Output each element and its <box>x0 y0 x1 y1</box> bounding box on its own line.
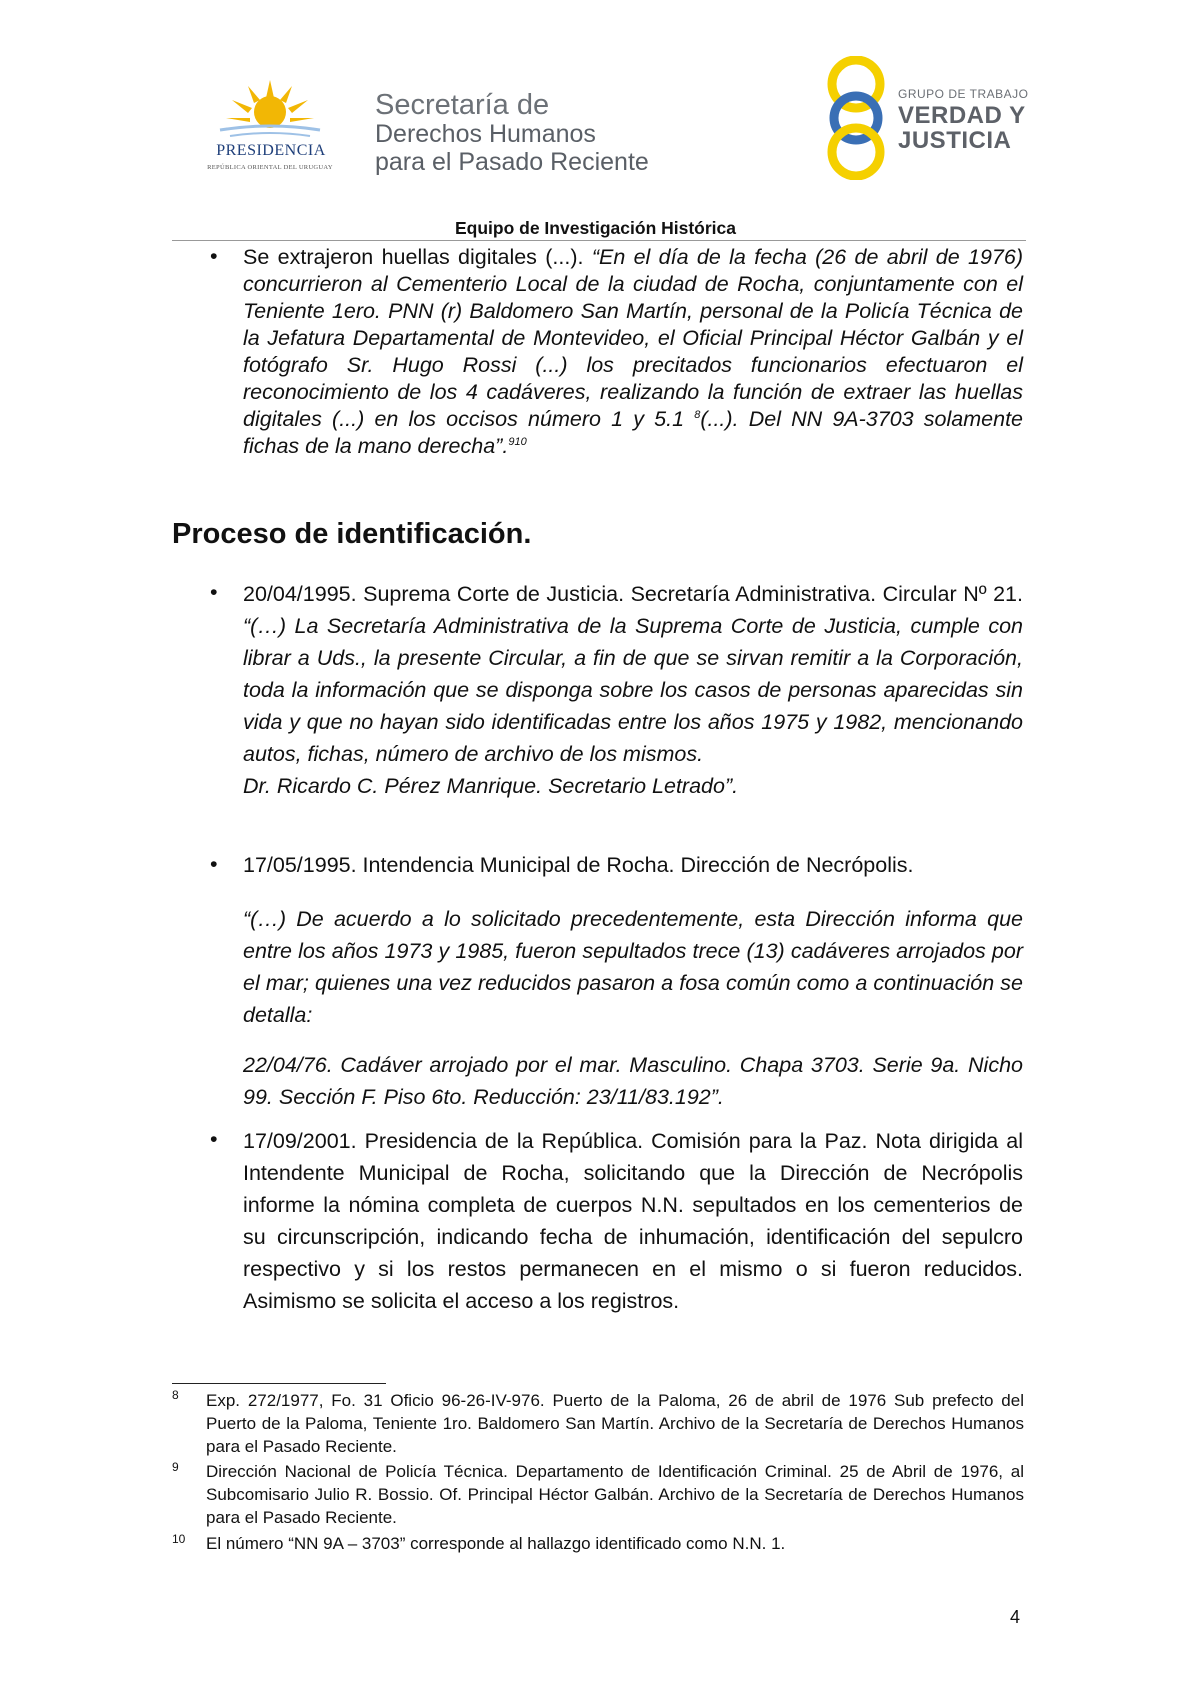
footnote-number: 10 <box>172 1532 186 1546</box>
presidencia-subtitle: REPÚBLICA ORIENTAL DEL URUGUAY <box>207 164 333 171</box>
presidencia-logo <box>190 78 350 178</box>
justicia-label: JUSTICIA <box>898 127 1012 154</box>
intro-bullet-paragraph <box>243 244 1023 460</box>
item-1-quote: “(…) La Secretaría Administrativa de la Suprema Corte de Justicia, cumple con librar a Uds., la presente Circular, a fin de que se sirvan remitir a la Corporación, toda la información que se disponga sobre los casos de personas aparecidas sin vida y que no hayan sido identificadas entre los años 1975 y 1982, mencionando autos, fichas, número de archivo de los mismos. <box>243 614 1023 766</box>
intro-lead: Se extrajeron huellas digitales (...). <box>243 245 592 269</box>
item-2-lead: 17/05/1995. Intendencia Municipal de Rocha. Dirección de Necrópolis. <box>243 853 914 877</box>
sun-emblem-icon <box>190 78 350 150</box>
intro-quote-part-1: “En el día de la fecha (26 de abril de 1976) concurrieron al Cementerio Local de la ciudad de Rocha, conjuntamente con el Teniente 1ero. PNN (r) Baldomero San Martín, personal de la Policía Técnica de la Jefatura Departamental de Montevideo, el Oficial Principal Héctor Galbán y el fotógrafo Sr. Hugo Rossi (...) los precitados funcionarios efectuaron el reconocimiento de los 4 cadáveres, realizando la función de extraer las huellas digitales (...) en los occisos número 1 y 5.1 <box>243 245 1024 431</box>
secretaria-line-3: para el Pasado Reciente <box>375 148 649 176</box>
team-heading: Equipo de Investigación Histórica <box>454 218 737 238</box>
page-number: 4 <box>1010 1607 1021 1627</box>
presidencia-name: PRESIDENCIA <box>216 142 326 159</box>
bullet-icon: • <box>210 1127 218 1151</box>
grupo-trabajo-label: GRUPO DE TRABAJO <box>898 87 1029 101</box>
item-2-detail-text: 22/04/76. Cadáver arrojado por el mar. Masculino. Chapa 3703. Serie 9a. Nicho 99. Sección F. Piso 6to. Reducción: 23/11/83.192”. <box>243 1053 1023 1109</box>
item-1-lead: 20/04/1995. Suprema Corte de Justicia. Secretaría Administrativa. Circular Nº 21. <box>243 582 1023 606</box>
footnote-divider <box>172 1383 386 1384</box>
intro-quote-part-2: (...). Del NN 9A-3703 solamente fichas de la mano derecha”. <box>243 407 1023 458</box>
item-1-paragraph <box>243 578 1023 802</box>
item-2-quote <box>243 903 1023 1031</box>
header-divider <box>172 240 1026 241</box>
item-2-detail <box>243 1049 1023 1113</box>
section-heading: Proceso de identificación. <box>172 518 532 550</box>
item-2-quote-text: “(…) De acuerdo a lo solicitado precedentemente, esta Dirección informa que entre los años 1973 y 1985, fueron sepultados trece (13) cadáveres arrojados por el mar; quienes una vez reducidos pasaron a fosa común como a continuación se detalla: <box>243 907 1023 1027</box>
bullet-icon: • <box>210 244 218 268</box>
linked-rings-icon <box>820 56 892 180</box>
verdad-label: VERDAD Y <box>898 102 1026 129</box>
bullet-icon: • <box>210 580 218 604</box>
grupo-trabajo-logo <box>820 56 1030 180</box>
footnote-10: El número “NN 9A – 3703” corresponde al hallazgo identificado como N.N. 1. <box>206 1534 786 1553</box>
secretaria-line-1: Secretaría de <box>375 89 550 121</box>
secretaria-line-2: Derechos Humanos <box>375 120 596 148</box>
bullet-icon: • <box>210 852 218 876</box>
footnote-9: Dirección Nacional de Policía Técnica. Departamento de Identificación Criminal. 25 de Abril de 1976, al Subcomisario Julio R. Bossio. Of. Principal Héctor Galbán. Archivo de la Secretaría de Derechos Humanos para el Pasado Reciente. <box>206 1462 1024 1527</box>
item-3-paragraph: 17/09/2001. Presidencia de la República. Comisión para la Paz. Nota dirigida al Intendente Municipal de Rocha, solicitando que la Dirección de Necrópolis informe la nómina completa de cuerpos N.N. sepultados en los cementerios de su circunscripción, indicando fecha de inhumación, identificación del sepulcro respectivo y si los restos permanecen en el mismo o si fueron reducidos. Asimismo se solicita el acceso a los registros. <box>243 1129 1023 1313</box>
footnote-number: 8 <box>172 1388 179 1402</box>
secretaria-logo-text <box>375 90 705 176</box>
footnote-ref-8[interactable]: 8 <box>694 408 701 421</box>
footnote-number: 9 <box>172 1460 179 1474</box>
footnote-8: Exp. 272/1977, Fo. 31 Oficio 96-26-IV-976. Puerto de la Paloma, 26 de abril de 1976 Sub prefecto del Puerto de la Paloma, Teniente 1ro. Baldomero San Martín. Archivo de la Secretaría de Derechos Humanos para el Pasado Reciente. <box>206 1391 1024 1456</box>
item-1-signature: Dr. Ricardo C. Pérez Manrique. Secretario Letrado”. <box>243 774 739 798</box>
footnote-ref-9-10[interactable]: 910 <box>508 435 527 448</box>
